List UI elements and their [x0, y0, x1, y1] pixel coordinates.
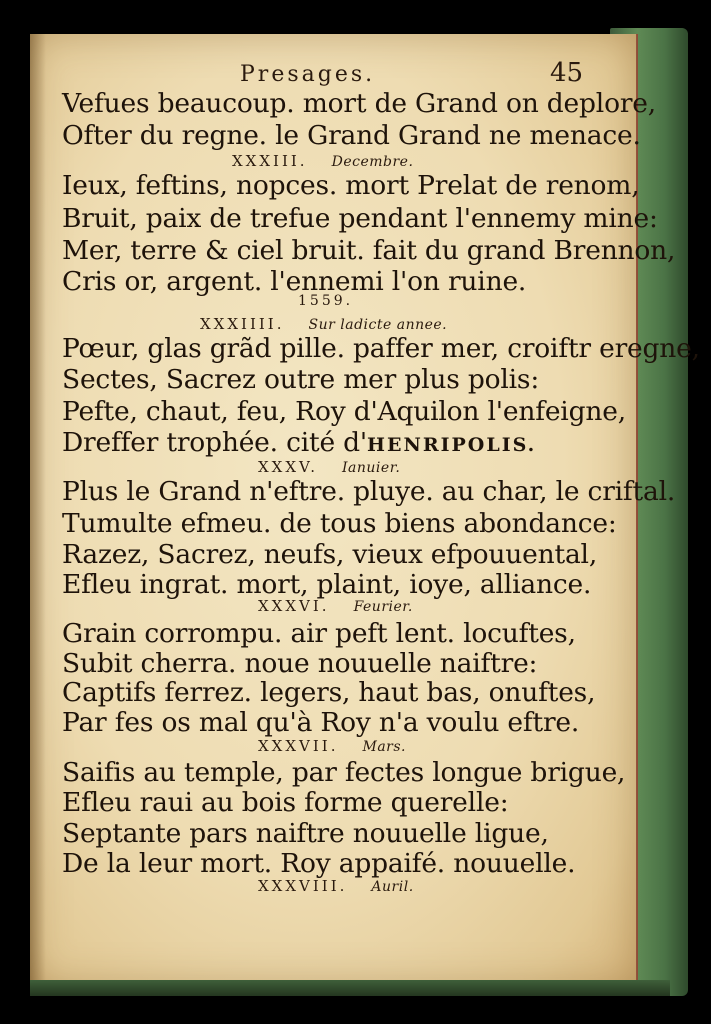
verse-line: Par fes os mal qu'à Roy n'a voulu eftre.: [62, 707, 580, 738]
verse-line: De la leur mort. Roy appaifé. nouuelle.: [62, 848, 576, 879]
verse-line: Captifs ferrez. legers, haut bas, onuftes,: [62, 677, 596, 708]
running-title: Presages.: [240, 62, 376, 87]
quatrain-month: Auril.: [371, 879, 414, 895]
quatrain-heading: [258, 877, 414, 895]
verse-line: Pœur, glas grãd pille. paffer mer, croiftr eregne,: [62, 333, 700, 364]
verse-line: Vefues beaucoup. mort de Grand on deplore,: [62, 88, 656, 119]
quatrain-number: XXXIIII.: [200, 315, 285, 333]
verse-line: Efleu raui au bois forme querelle:: [62, 787, 509, 818]
quatrain-number: XXXVII.: [258, 737, 339, 755]
henripolis-smallcaps: HENRIPOLIS.: [367, 434, 537, 456]
verse-line: Plus le Grand n'eftre. pluye. au char, le criftal.: [62, 476, 676, 507]
quatrain-heading: [258, 458, 400, 476]
quatrain-month: Mars.: [362, 739, 407, 755]
quatrain-number: XXXIII.: [232, 152, 308, 170]
verse-line: Bruit, paix de trefue pendant l'ennemy mine:: [62, 203, 658, 234]
page-number: 45: [550, 58, 584, 88]
verse-line: Sectes, Sacrez outre mer plus polis:: [62, 364, 540, 395]
quatrain-heading: [232, 152, 413, 170]
quatrain-month: Ianuier.: [342, 460, 401, 476]
verse-line: Mer, terre & ciel bruit. fait du grand Brennon,: [62, 235, 676, 266]
quatrain-heading: [258, 737, 406, 755]
quatrain-number: XXXV.: [258, 458, 319, 476]
quatrain-month: Decembre.: [331, 154, 414, 170]
verse-line: Saifis au temple, par fectes longue brigue,: [62, 757, 626, 788]
verse-line: [62, 427, 536, 458]
verse-line: Cris or, argent. l'ennemi l'on ruine.: [62, 266, 527, 297]
quatrain-number: XXXVI.: [258, 597, 330, 615]
quatrain-heading: [258, 597, 413, 615]
verse-line: Ieux, feftins, nopces. mort Prelat de renom,: [62, 170, 640, 201]
quatrain-number: XXXVIII.: [258, 877, 348, 895]
quatrain-month: Feurier.: [353, 599, 413, 615]
verse-line: Septante pars naiftre nouuelle ligue,: [62, 818, 549, 849]
quatrain-month: Sur ladicte annee.: [308, 317, 448, 333]
year-heading: 1559.: [298, 293, 354, 309]
quatrain-heading: [200, 315, 447, 333]
verse-line: Ofter du regne. le Grand Grand ne menace.: [62, 120, 641, 151]
verse-text: Dreffer trophée. cité d': [62, 427, 368, 458]
verse-line: Grain corrompu. air peft lent. locuftes,: [62, 618, 576, 649]
verse-line: Efleu ingrat. mort, plaint, ioye, alliance.: [62, 569, 592, 600]
cover-bottom: [30, 980, 670, 996]
verse-line: Subit cherra. noue nouuelle naiftre:: [62, 648, 538, 679]
verse-line: Pefte, chaut, feu, Roy d'Aquilon l'enfeigne,: [62, 396, 626, 427]
verse-line: Tumulte efmeu. de tous biens abondance:: [62, 508, 617, 539]
verse-line: Razez, Sacrez, neufs, vieux efpouuental,: [62, 539, 598, 570]
